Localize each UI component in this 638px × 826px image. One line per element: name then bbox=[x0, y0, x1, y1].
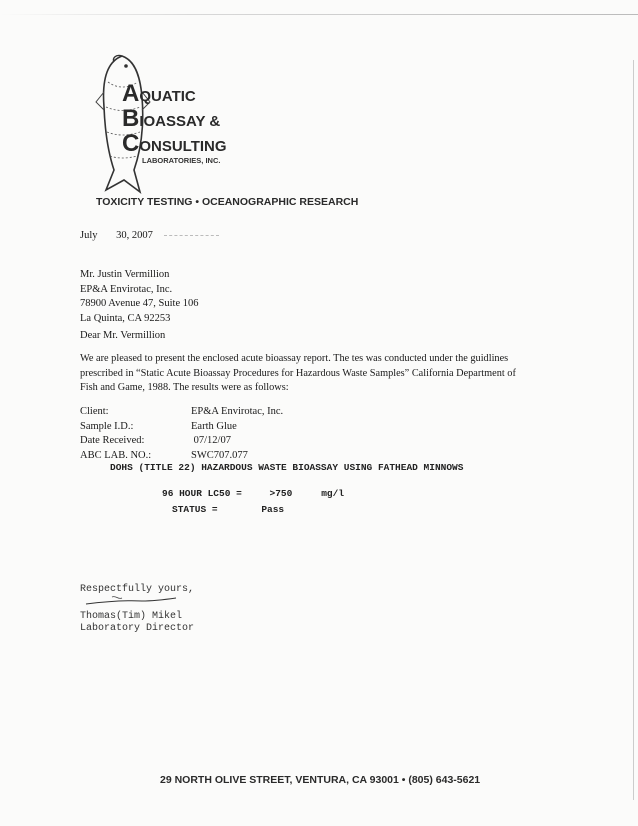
scan-edge-noise bbox=[0, 14, 638, 15]
logo-subtitle: LABORATORIES, INC. bbox=[142, 156, 221, 165]
details-row bbox=[80, 434, 340, 449]
details-value: EP&A Envirotac, Inc. bbox=[191, 406, 284, 417]
scan-edge-right bbox=[633, 60, 634, 800]
logo-letter-b: B bbox=[122, 105, 140, 132]
signer-name: Thomas(Tim) Mikel bbox=[80, 611, 183, 622]
logo-letter-c: C bbox=[122, 130, 140, 157]
recipient-block bbox=[80, 268, 199, 326]
date-day-year: 30, 2007 bbox=[116, 230, 153, 241]
body-line: We are pleased to present the enclosed acute bioassay report. The tes was conducted under the guidlines bbox=[80, 353, 509, 364]
date-smudge bbox=[164, 235, 219, 237]
recipient-city: La Quinta, CA 92253 bbox=[80, 312, 171, 324]
letterhead-footer: 29 NORTH OLIVE STREET, VENTURA, CA 93001 • (805) 643-5621 bbox=[160, 774, 481, 786]
recipient-street: 78900 Avenue 47, Suite 106 bbox=[80, 298, 199, 309]
logo-word-aquatic: QUATIC bbox=[139, 88, 196, 105]
recipient-name: Mr. Justin Vermillion bbox=[80, 269, 170, 280]
signer-block bbox=[80, 611, 194, 635]
details-table bbox=[80, 405, 340, 463]
details-row bbox=[80, 420, 340, 435]
letterhead-tagline: TOXICITY TESTING • OCEANOGRAPHIC RESEARCH bbox=[96, 196, 359, 208]
status-value: Pass bbox=[261, 504, 285, 515]
details-value: 07/12/07 bbox=[191, 435, 231, 446]
lc50-row bbox=[162, 488, 344, 499]
lc50-unit: mg/l bbox=[321, 488, 345, 499]
salutation: Dear Mr. Vermillion bbox=[80, 330, 166, 341]
date-month: July bbox=[80, 230, 98, 241]
body-line: Fish and Game, 1988. The results were as follows: bbox=[80, 382, 289, 393]
logo-word-bioassay: IOASSAY & bbox=[139, 113, 221, 130]
results-heading: DOHS (TITLE 22) HAZARDOUS WASTE BIOASSAY USING FATHEAD MINNOWS bbox=[110, 462, 464, 473]
lc50-value: >750 bbox=[269, 488, 293, 499]
status-row bbox=[172, 504, 284, 515]
lc50-label: 96 HOUR LC50 = bbox=[162, 488, 242, 499]
details-value: SWC707.077 bbox=[191, 449, 248, 461]
body-line: prescribed in “Static Acute Bioassay Procedures for Hazardous Waste Samples” California Department of bbox=[80, 367, 516, 379]
body-paragraph bbox=[80, 352, 516, 396]
logo-letter-a: A bbox=[122, 80, 140, 107]
details-label: Sample I.D.: bbox=[80, 420, 134, 432]
sign-off: Respectfully yours, bbox=[80, 584, 195, 595]
letterhead-logo bbox=[88, 52, 348, 202]
status-label: STATUS = bbox=[172, 504, 218, 515]
details-row bbox=[80, 449, 340, 464]
recipient-company: EP&A Envirotac, Inc. bbox=[80, 283, 173, 295]
details-label: ABC LAB. NO.: bbox=[80, 449, 152, 461]
details-label: Date Received: bbox=[80, 435, 145, 446]
signature-icon bbox=[82, 592, 182, 612]
details-label: Client: bbox=[80, 406, 109, 417]
signer-title: Laboratory Director bbox=[80, 623, 195, 634]
letter-date bbox=[80, 229, 219, 244]
logo-word-consulting: ONSULTING bbox=[139, 138, 227, 155]
details-row bbox=[80, 405, 340, 420]
details-value: Earth Glue bbox=[191, 420, 237, 432]
